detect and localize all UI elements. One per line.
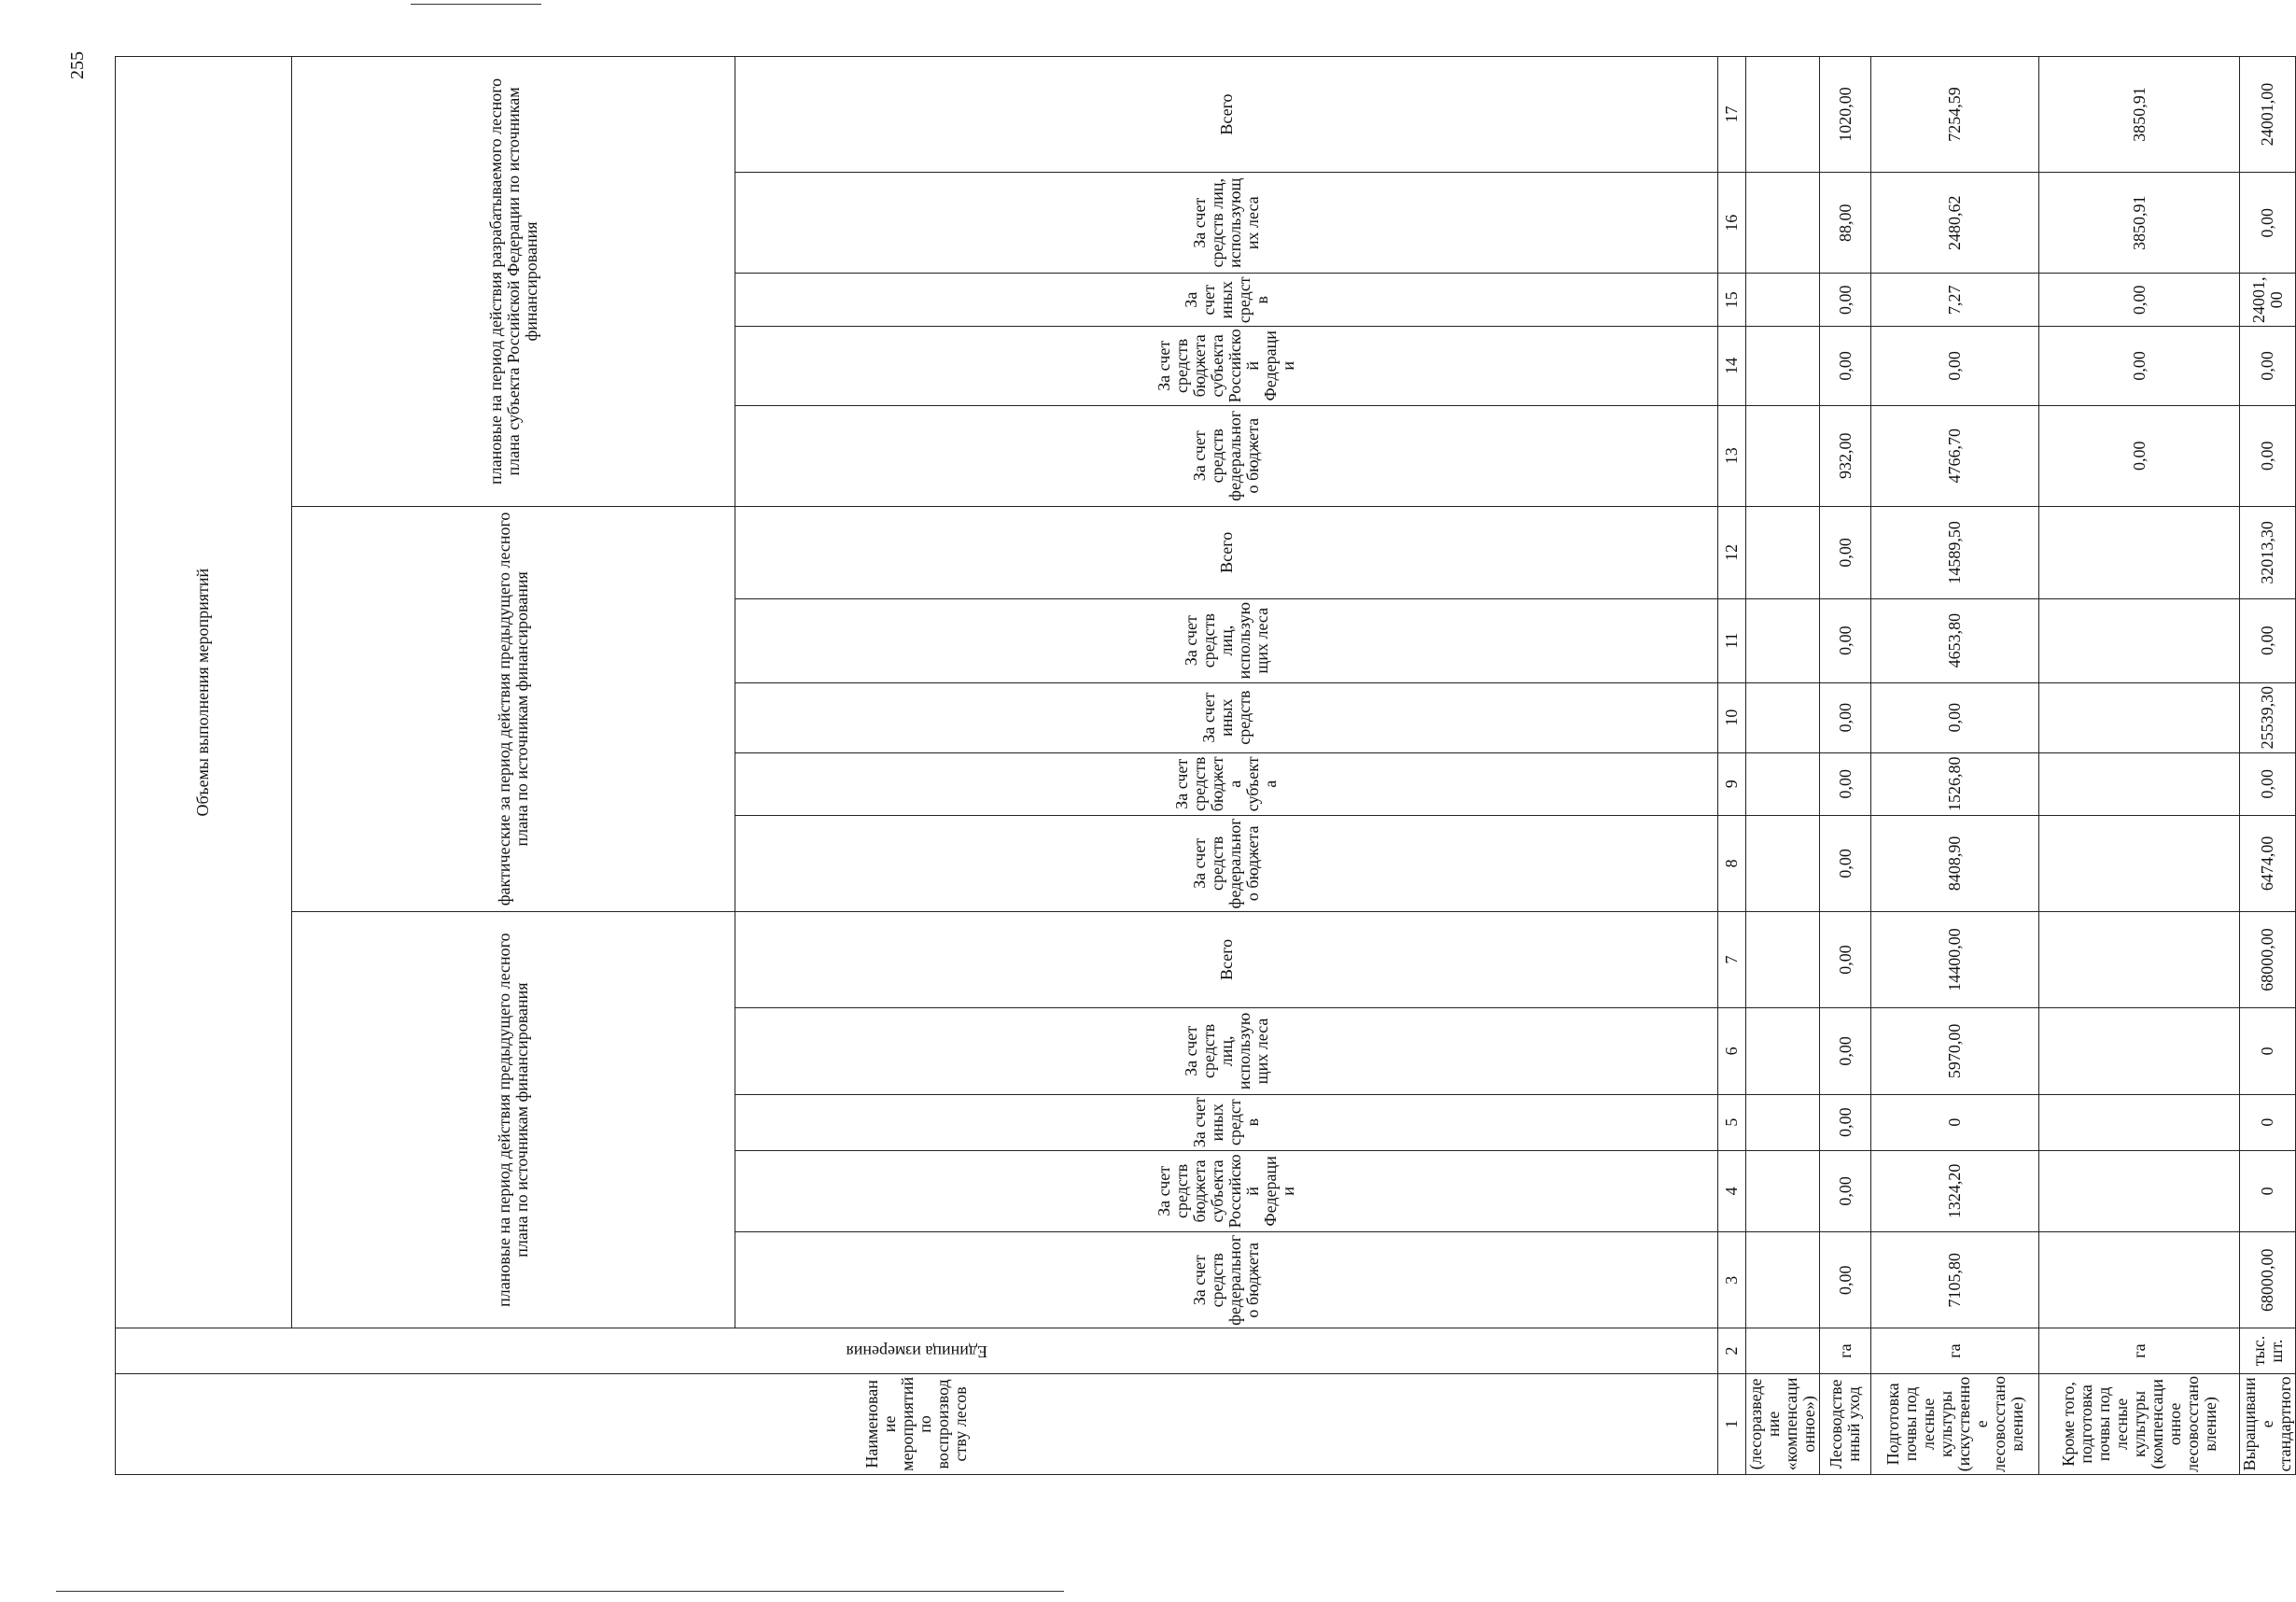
row-value <box>2039 1007 2240 1094</box>
row-value: 1020,00 <box>1820 57 1871 173</box>
table-row <box>2240 57 2296 1475</box>
row-value: 88,00 <box>1820 173 1871 274</box>
row-value <box>1746 173 1820 274</box>
sub-header-users-a: За счет средств лиц, использующих леса <box>735 1007 1718 1094</box>
sub-header-other-a: За счет иных средств <box>735 1094 1718 1150</box>
unit-header-label: Единица измерения <box>846 1342 987 1361</box>
planned-prev-header: плановые на период действия предыдущего лесного плана по источникам финансирования <box>291 911 735 1328</box>
row-value: 0,00 <box>1820 682 1871 752</box>
row-unit: тыс.шт. <box>2240 1328 2296 1373</box>
row-unit: га <box>1871 1328 2039 1373</box>
row-value: 1526,80 <box>1871 752 2039 815</box>
unit-header <box>116 1328 1718 1373</box>
scan-line-bottom <box>56 1591 1064 1592</box>
row-value <box>1746 1150 1820 1232</box>
rotated-table-container <box>115 56 2294 1475</box>
row-value <box>1746 1094 1820 1150</box>
column-number: 17 <box>1718 57 1746 173</box>
row-value: 0,00 <box>2039 405 2240 506</box>
column-number: 3 <box>1718 1232 1746 1328</box>
column-number: 1 <box>1718 1373 1746 1474</box>
row-value: 0 <box>2240 1094 2296 1150</box>
row-value: 3850,91 <box>2039 57 2240 173</box>
row-value: 5970,00 <box>1871 1007 2039 1094</box>
sub-header-subject-c: За счет средств бюджета субъекта Российской Федерации <box>735 327 1718 406</box>
reforestation-volume-table <box>115 56 2296 1475</box>
sub-header-total-a: Всего <box>735 911 1718 1007</box>
row-value <box>1746 682 1820 752</box>
row-name: Лесоводственный уход <box>1820 1373 1871 1474</box>
row-name: Кроме того, подготовка почвы под лесные культуры (компенсационное лесовосстановление) <box>2039 1373 2240 1474</box>
sub-header-federal-a: За счет средств федерального бюджета <box>735 1232 1718 1328</box>
row-value <box>2039 1232 2240 1328</box>
row-value: 0,00 <box>2240 173 2296 274</box>
row-value: 68000,00 <box>2240 1232 2296 1328</box>
sub-header-federal-b: За счет средств федерального бюджета <box>735 815 1718 911</box>
row-value: 0,00 <box>1871 682 2039 752</box>
row-unit <box>1746 1328 1820 1373</box>
column-number: 4 <box>1718 1150 1746 1232</box>
row-value: 0,00 <box>1820 598 1871 682</box>
row-value: 25539,30 <box>2240 682 2296 752</box>
row-value <box>1746 506 1820 598</box>
row-value: 0,00 <box>1820 911 1871 1007</box>
row-value <box>2039 682 2240 752</box>
row-value <box>1746 911 1820 1007</box>
page-number: 255 <box>67 51 88 79</box>
sub-header-federal-c: За счет средств федерального бюджета <box>735 405 1718 506</box>
row-value: 0 <box>2240 1007 2296 1094</box>
row-name: Выращивание стандартного <box>2240 1373 2296 1474</box>
column-number: 15 <box>1718 274 1746 327</box>
sub-header-other-b: За счет иных средств <box>735 682 1718 752</box>
row-value: 4653,80 <box>1871 598 2039 682</box>
sub-header-other-c: За счет иных средств <box>735 274 1718 327</box>
row-value: 0,00 <box>1871 327 2039 406</box>
row-value: 0,00 <box>1820 1007 1871 1094</box>
row-value: 0,00 <box>2240 405 2296 506</box>
row-value: 7,27 <box>1871 274 2039 327</box>
row-value: 68000,00 <box>2240 911 2296 1007</box>
row-value: 4766,70 <box>1871 405 2039 506</box>
column-number: 12 <box>1718 506 1746 598</box>
corner-header: Наименование мероприятий по воспроизводству лесов <box>116 1373 1718 1474</box>
row-value: 0,00 <box>2240 752 2296 815</box>
column-number: 13 <box>1718 405 1746 506</box>
row-value: 0,00 <box>1820 1150 1871 1232</box>
table-row <box>1820 57 1871 1475</box>
row-value: 7105,80 <box>1871 1232 2039 1328</box>
row-value: 2480,62 <box>1871 173 2039 274</box>
row-value: 0,00 <box>2240 598 2296 682</box>
sub-header-total-c: Всего <box>735 57 1718 173</box>
table-row <box>2039 57 2240 1475</box>
row-value: 0,00 <box>1820 1232 1871 1328</box>
row-value: 0,00 <box>1820 815 1871 911</box>
row-value: 0,00 <box>2240 327 2296 406</box>
sub-header-users-c: За счет средств лиц, использующих леса <box>735 173 1718 274</box>
row-value: 0,00 <box>1820 274 1871 327</box>
row-value: 8408,90 <box>1871 815 2039 911</box>
column-number: 16 <box>1718 173 1746 274</box>
row-value: 0 <box>2240 1150 2296 1232</box>
row-value <box>2039 752 2240 815</box>
row-value: 6474,00 <box>2240 815 2296 911</box>
column-number: 14 <box>1718 327 1746 406</box>
row-name: (лесоразведение «компенсационное») <box>1746 1373 1820 1474</box>
row-value <box>1746 1232 1820 1328</box>
group-header: Объемы выполнения мероприятий <box>116 57 292 1328</box>
row-value: 0,00 <box>2039 274 2240 327</box>
row-value <box>1746 815 1820 911</box>
row-value: 24001,00 <box>2240 274 2296 327</box>
sub-header-total-b: Всего <box>735 506 1718 598</box>
row-value <box>2039 598 2240 682</box>
table-row <box>1746 57 1820 1475</box>
row-unit: га <box>1820 1328 1871 1373</box>
row-value: 0,00 <box>1820 327 1871 406</box>
table-row <box>1871 57 2039 1475</box>
row-value <box>2039 1094 2240 1150</box>
row-value: 932,00 <box>1820 405 1871 506</box>
column-number: 5 <box>1718 1094 1746 1150</box>
row-value: 14589,50 <box>1871 506 2039 598</box>
row-value <box>1746 598 1820 682</box>
column-number: 8 <box>1718 815 1746 911</box>
sub-header-subject-b: За счет средств бюджета субъекта <box>735 752 1718 815</box>
sub-header-users-b: За счет средств лиц, использующих леса <box>735 598 1718 682</box>
sub-header-subject-a: За счет средств бюджета субъекта Российской Федерации <box>735 1150 1718 1232</box>
row-value: 0,00 <box>2039 327 2240 406</box>
row-value: 24001,00 <box>2240 57 2296 173</box>
row-value: 3850,91 <box>2039 173 2240 274</box>
row-value <box>1746 405 1820 506</box>
column-number-row <box>1718 57 1746 1475</box>
row-value <box>1746 1007 1820 1094</box>
row-value <box>2039 815 2240 911</box>
row-value <box>1746 752 1820 815</box>
row-value <box>2039 506 2240 598</box>
row-value <box>2039 911 2240 1007</box>
row-value: 0,00 <box>1820 752 1871 815</box>
column-number: 6 <box>1718 1007 1746 1094</box>
column-number: 7 <box>1718 911 1746 1007</box>
row-value: 32013,30 <box>2240 506 2296 598</box>
row-name: Подготовка почвы под лесные культуры (искуственное лесовосстановление) <box>1871 1373 2039 1474</box>
actual-prev-header: фактические за период действия предыдущего лесного плана по источникам финансирования <box>291 506 735 911</box>
row-value <box>1746 274 1820 327</box>
column-number: 11 <box>1718 598 1746 682</box>
row-value: 14400,00 <box>1871 911 2039 1007</box>
row-value <box>1746 57 1820 173</box>
row-value: 0 <box>1871 1094 2039 1150</box>
planned-new-header: плановые на период действия разрабатываемого лесного плана субъекта Российской Федерации по источникам финансирования <box>291 57 735 507</box>
column-number: 2 <box>1718 1328 1746 1373</box>
row-unit: га <box>2039 1328 2240 1373</box>
row-value: 0,00 <box>1820 1094 1871 1150</box>
row-value <box>2039 1150 2240 1232</box>
scan-line-top <box>411 4 541 5</box>
column-number: 9 <box>1718 752 1746 815</box>
row-value <box>1746 327 1820 406</box>
row-value: 7254,59 <box>1871 57 2039 173</box>
row-value: 0,00 <box>1820 506 1871 598</box>
column-number: 10 <box>1718 682 1746 752</box>
row-value: 1324,20 <box>1871 1150 2039 1232</box>
